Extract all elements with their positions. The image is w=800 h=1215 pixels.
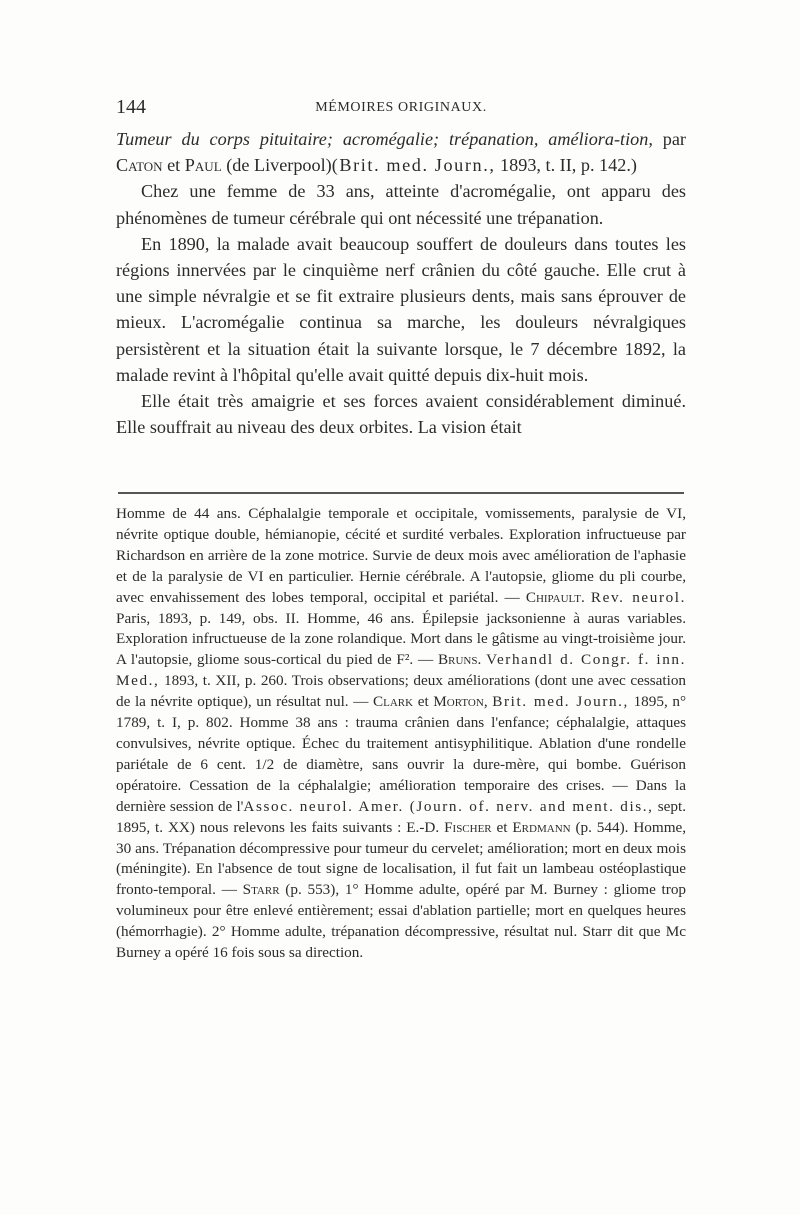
- footnote-segment: (p. 544). Homme, 30 ans. Trépanation décompressive pour tumeur du cervelet; amélioration; mort en deux mois (méningite). En l'absence de tout signe de localisation, il fut fait un lambeau ostéoplastique fronto-temporal. —: [116, 818, 687, 899]
- reference-details: 1893, t. II, p. 142.): [500, 155, 637, 176]
- footnote-author: Clark: [373, 693, 414, 711]
- footnote-journal: Brit. med. Journ.,: [492, 693, 629, 711]
- footnote-author: Chipault.: [525, 588, 585, 606]
- reference-citation: [116, 126, 686, 178]
- footnote-journal: Verhandl d. Congr. f. inn. Med.,: [116, 651, 687, 690]
- footnote-segment: sept. 1895, t. XX) nous relevons les faits suivants : E.-D.: [116, 797, 687, 836]
- footnote-journal: Rev. neurol.: [590, 588, 687, 606]
- paragraph: En 1890, la malade avait beaucoup souffert de douleurs dans toutes les régions innervées par le cinquième nerf crânien du côté gauche. Elle crut à une simple névralgie et se fit extraire plusieurs dents, mais sans éprouver de mieux. L'acromégalie continua sa marche, les douleurs névralgiques persistèrent et la situation était la suivante lorsque, le 7 décembre 1892, la malade revint à l'hôpital qu'elle avait quitté depuis dix-huit mois.: [116, 233, 686, 385]
- footnote-author: Morton,: [433, 693, 488, 711]
- reference-author-caton: Caton: [116, 155, 163, 176]
- reference-title: Tumeur du corps pituitaire; acromégalie; trépanation, améliora-tion,: [116, 129, 653, 149]
- footnote: [116, 504, 686, 964]
- footnote-author: Erdmann: [512, 818, 571, 836]
- footnote-segment: 1893, t. XII, p. 260. Trois observations; deux améliorations (dont une avec cessation de la névrite optique), un résultat nul. —: [116, 672, 687, 711]
- footnote-separator: [118, 492, 684, 494]
- reference-and: et: [167, 155, 181, 176]
- footnote-segment: et: [496, 818, 508, 836]
- reference-by: par: [662, 129, 686, 149]
- reference-journal: (Brit. med. Journ.,: [331, 155, 496, 176]
- paragraph: Elle était très amaigrie et ses forces avaient considérablement diminué. Elle souffrait au niveau des deux orbites. La vision était: [116, 391, 686, 438]
- page-number: 144: [116, 96, 146, 118]
- footnote-author: Starr: [242, 881, 280, 899]
- footnote-segment: 1895, n° 1789, t. I, p. 802. Homme 38 ans : trauma crânien dans l'enfance; céphalalgie, attaques convulsives, névrite optique. Échec du traitement antisyphilitique. Ablation d'une rondelle pariétale de 6 cent. 1/2 de diamètre, sans ouvrir la dure-mère, qui bombe. Guérison opératoire. Cessation de la céphalalgie; amélioration temporaire des crises. — Dans la dernière session de l': [116, 693, 687, 815]
- footnote-segment: (p. 553), 1° Homme adulte, opéré par M. Burney : gliome trop volumineux pour être enlevé entièrement; essai d'ablation partielle; mort en quelques heures (hémorrhagie). 2° Homme adulte, trépanation décompressive, résultat nul. Starr dit que Mc Burney a opéré 16 fois sous sa direction.: [116, 881, 687, 962]
- reference-author-paul: Paul: [184, 155, 222, 176]
- footnote-segment: Paris, 1893, p. 149, obs. II. Homme, 46 ans. Épilepsie jacksonienne à auras variables. Exploration infructueuse de la zone rolandique. Mort dans le gâtisme au vingt-troisième jour. A l'autopsie, gliome sous-cortical du pied de F². —: [116, 609, 686, 669]
- running-title: MÉMOIRES ORIGINAUX.: [315, 100, 487, 115]
- footnote-author: Bruns.: [438, 651, 482, 669]
- reference-city: (de Liverpool): [226, 155, 332, 176]
- footnote-journal: Assoc. neurol. Amer. (Journ. of. nerv. and ment. dis.,: [243, 797, 654, 815]
- footnote-author: Fischer: [444, 818, 492, 836]
- footnote-segment: et: [417, 693, 429, 711]
- page-header: [116, 96, 686, 124]
- footnote-segment: Homme de 44 ans. Céphalalgie temporale et occipitale, vomissements, paralysie de VI, névrite optique double, hémianopie, cécité et surdité verbales. Exploration infructueuse par Richardson en arrière de la zone motrice. Survie de deux mois avec amélioration de l'aphasie et de la paralysie de VI en particulier. Hernie cérébrale. A l'autopsie, gliome du pli courbe, avec envahissement des lobes temporal, occipital et pariétal. —: [116, 505, 686, 606]
- main-text: [116, 126, 686, 440]
- footnote-text: [116, 504, 686, 964]
- paragraph: Chez une femme de 33 ans, atteinte d'acromégalie, ont apparu des phénomènes de tumeur cérébrale qui ont nécessité une trépanation.: [116, 181, 686, 228]
